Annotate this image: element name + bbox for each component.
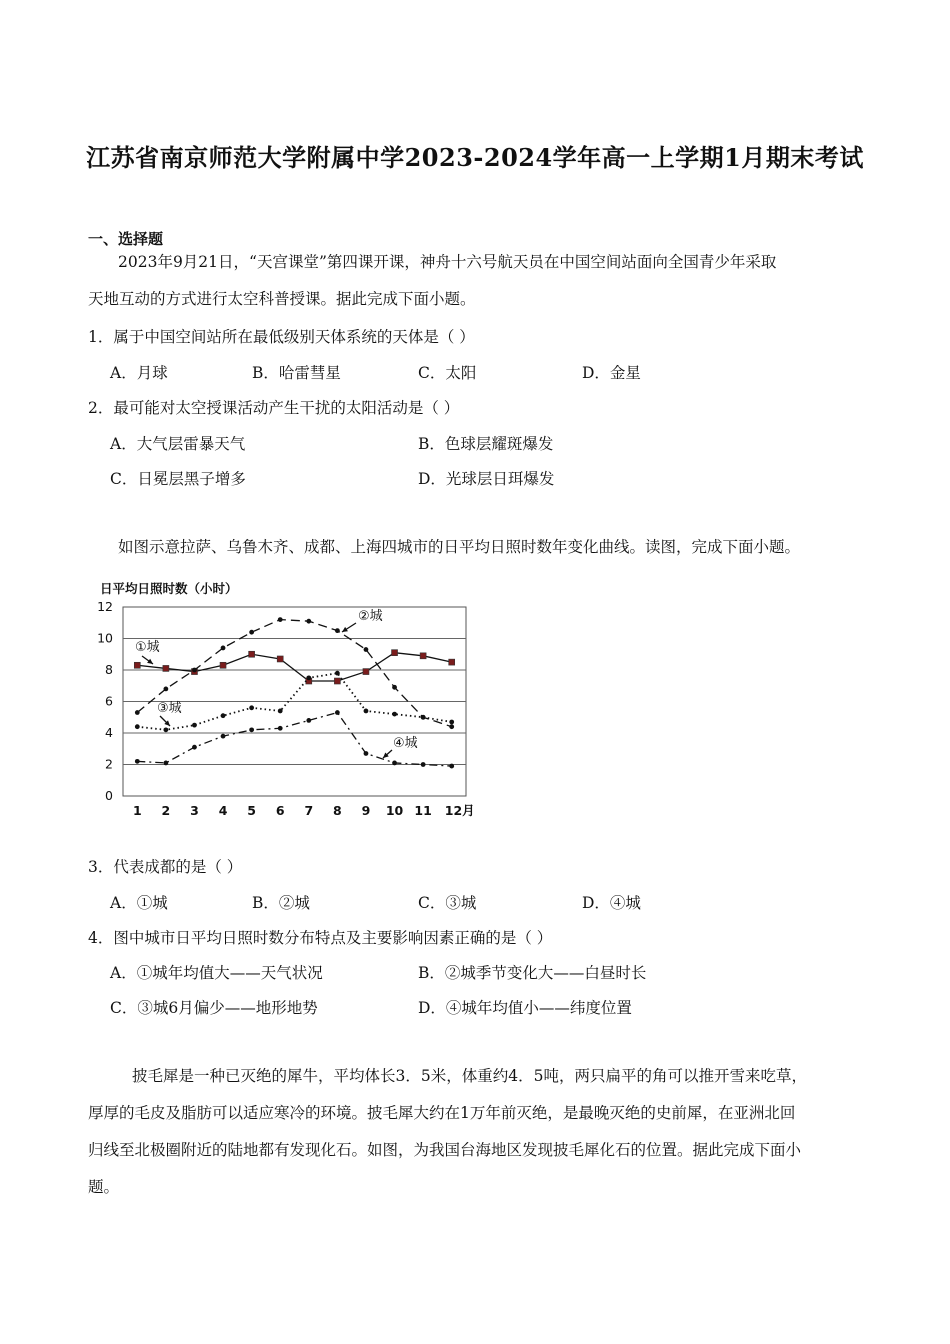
- x-tick-label: 1: [132, 803, 142, 818]
- q4-option-d: D．④城年均值小——纬度位置: [418, 999, 632, 1017]
- x-tick-label: 4: [218, 803, 228, 818]
- annotation-city-1: ①城: [135, 640, 160, 655]
- y-tick-label: 0: [105, 788, 113, 803]
- annotation-arrowhead: [147, 659, 153, 664]
- q3-option-d: D．④城: [582, 894, 641, 912]
- chart-ticks: [97, 599, 475, 818]
- data-point: [221, 646, 226, 651]
- data-point: [220, 662, 226, 668]
- q1-option-b: B．哈雷彗星: [252, 364, 341, 382]
- y-tick-label: 8: [105, 662, 113, 677]
- data-point: [392, 650, 398, 656]
- intro1-line2: 天地互动的方式进行太空科普授课。据此完成下面小题。: [88, 290, 476, 308]
- x-tick-label: 3: [190, 803, 199, 818]
- data-point: [363, 669, 369, 675]
- annotation-city-3: ③城: [157, 701, 182, 716]
- data-point: [421, 762, 426, 767]
- data-point: [135, 724, 140, 729]
- data-point: [335, 628, 340, 633]
- data-point: [449, 764, 454, 769]
- data-point: [221, 713, 226, 718]
- intro2-text: 如图示意拉萨、乌鲁木齐、成都、上海四城市的日平均日照时数年变化曲线。读图，完成下面小题。: [118, 538, 801, 556]
- data-point: [221, 734, 226, 739]
- q2-option-d: D．光球层日珥爆发: [418, 470, 555, 488]
- intro3-line4: 题。: [88, 1178, 120, 1196]
- data-point: [449, 724, 454, 729]
- x-tick-label: 6: [275, 803, 285, 818]
- data-point: [278, 726, 283, 731]
- q4-stem: 4．图中城市日平均日照时数分布特点及主要影响因素正确的是（ ）: [88, 929, 553, 947]
- data-point: [392, 685, 397, 690]
- data-point: [134, 662, 140, 668]
- data-point: [335, 710, 340, 715]
- x-tick-label: 5: [247, 803, 256, 818]
- data-point: [306, 718, 311, 723]
- x-tick-label: 8: [333, 803, 342, 818]
- chart-annotations: [135, 609, 418, 758]
- q1-option-d: D．金星: [582, 364, 641, 382]
- y-tick-label: 2: [105, 756, 113, 772]
- data-point: [163, 665, 169, 671]
- y-tick-label: 6: [105, 693, 113, 709]
- data-point: [306, 675, 311, 680]
- intro3-line1: 披毛犀是一种已灭绝的犀牛，平均体长3．5米，体重约4．5吨，两只扁平的角可以推开雪来吃草，: [132, 1067, 807, 1085]
- page-title: 江苏省南京师范大学附属中学2023-2024学年高一上学期1月期末考试: [86, 143, 864, 172]
- q2-stem: 2．最可能对太空授课活动产生干扰的太阳活动是（ ）: [88, 399, 460, 417]
- data-point: [277, 656, 283, 662]
- intro3-line2: 厚厚的毛皮及脂肪可以适应寒冷的环境。披毛犀大约在1万年前灭绝，是最晚灭绝的史前犀，在亚洲北回: [88, 1104, 796, 1122]
- data-point: [420, 653, 426, 659]
- data-point: [192, 723, 197, 728]
- q2-option-b: B．色球层耀斑爆发: [418, 435, 554, 453]
- data-point: [306, 619, 311, 624]
- data-point: [163, 727, 168, 732]
- data-point: [192, 745, 197, 750]
- data-point: [335, 671, 340, 676]
- y-tick-label: 12: [97, 599, 113, 614]
- chart-y-axis-label: 日平均日照时数（小时）: [100, 581, 238, 596]
- q3-option-a: A．①城: [110, 894, 168, 912]
- data-point: [334, 678, 340, 684]
- series-line-2: [137, 620, 451, 727]
- x-tick-label: 10: [385, 803, 404, 818]
- q4-option-c: C．③城6月偏少——地形地势: [110, 999, 318, 1017]
- data-point: [249, 651, 255, 657]
- data-point: [163, 761, 168, 766]
- q1-option-a: A．月球: [110, 364, 168, 382]
- intro1-line1: 2023年9月21日，“天宫课堂”第四课开课，神舟十六号航天员在中国空间站面向全国青少年采取: [118, 253, 777, 271]
- data-point: [364, 709, 369, 714]
- data-point: [449, 720, 454, 725]
- data-point: [278, 617, 283, 622]
- data-point: [392, 712, 397, 717]
- x-tick-label: 9: [361, 803, 371, 818]
- data-point: [135, 759, 140, 764]
- data-point: [364, 751, 369, 756]
- data-point: [421, 715, 426, 720]
- q1-option-c: C．太阳: [418, 364, 477, 382]
- x-tick-label: 7: [304, 803, 314, 818]
- x-tick-label: 2: [161, 803, 171, 818]
- data-point: [392, 761, 397, 766]
- annotation-city-2: ②城: [358, 609, 383, 624]
- q3-option-c: C．③城: [418, 894, 477, 912]
- q4-option-b: B．②城季节变化大——白昼时长: [418, 964, 647, 982]
- data-point: [364, 647, 369, 652]
- q3-option-b: B．②城: [252, 894, 310, 912]
- sunshine-line-chart: [90, 576, 480, 826]
- data-point: [249, 705, 254, 710]
- q4-option-a: A．①城年均值大——天气状况: [110, 964, 323, 982]
- data-point: [163, 687, 168, 692]
- q1-stem: 1．属于中国空间站所在最低级别天体系统的天体是（ ）: [88, 328, 475, 346]
- y-tick-label: 4: [105, 725, 113, 740]
- q3-stem: 3．代表成都的是（ ）: [88, 858, 243, 876]
- data-point: [135, 710, 140, 715]
- x-tick-label: 11: [414, 803, 432, 818]
- x-tick-label: 12月: [444, 803, 475, 818]
- q2-option-c: C．日冕层黑子增多: [110, 470, 246, 488]
- annotation-city-4: ④城: [393, 736, 418, 751]
- data-point: [192, 668, 197, 673]
- data-point: [249, 727, 254, 732]
- intro3-line3: 归线至北极圈附近的陆地都有发现化石。如图，为我国台海地区发现披毛犀化石的位置。据此完成下面小: [88, 1141, 802, 1159]
- data-point: [249, 630, 254, 635]
- section-heading: 一、选择题: [88, 230, 164, 248]
- y-tick-label: 10: [97, 630, 113, 646]
- data-point: [278, 709, 283, 714]
- q2-option-a: A．大气层雷暴天气: [110, 435, 246, 453]
- data-point: [449, 659, 455, 665]
